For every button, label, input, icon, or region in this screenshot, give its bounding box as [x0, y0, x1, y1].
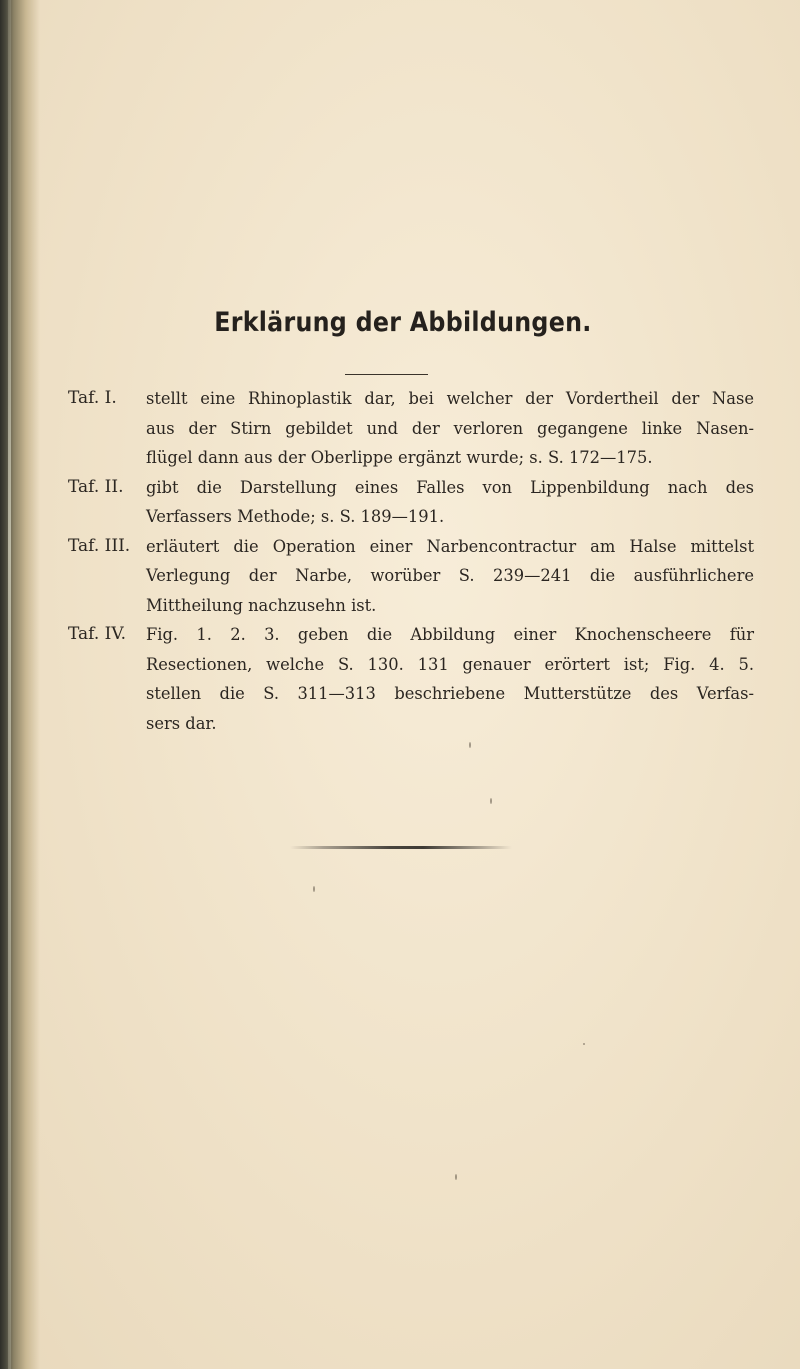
paper-speck	[583, 1043, 585, 1045]
plate-explanations	[68, 384, 768, 738]
plate-description	[146, 384, 754, 473]
plate-description	[146, 473, 754, 532]
plate-description	[146, 620, 754, 738]
plate-label: Taf. II.	[68, 476, 124, 497]
paper-speck	[455, 1174, 457, 1180]
spine-highlight	[8, 0, 11, 1369]
text-line: gibt die Darstellung eines Falles von Lippenbildung nach des	[146, 477, 754, 497]
plate-label: Taf. I.	[68, 388, 117, 408]
text-line: Mittheilung nachzusehn ist.	[146, 595, 377, 615]
text-line: erläutert die Operation einer Narbencontractur am Halse mittelst	[146, 536, 754, 556]
book-spine-shadow	[0, 0, 40, 1369]
plate-description	[146, 532, 754, 621]
text-line: Fig. 1. 2. 3. geben die Abbildung einer Knochenscheere für	[146, 625, 754, 644]
entry-plate-1	[68, 384, 768, 473]
text-line: sers dar.	[146, 713, 217, 733]
paper-speck	[469, 742, 471, 748]
entry-plate-3	[68, 532, 768, 621]
plate-label: Taf. III.	[68, 535, 131, 556]
text-line: stellen die S. 311—313 beschriebene Mutterstütze des Verfas-	[146, 684, 754, 703]
paper-speck	[490, 798, 492, 804]
text-line: aus der Stirn gebildet und der verloren gegangene linke Nasen-	[146, 418, 754, 438]
entry-plate-2	[68, 473, 768, 532]
text-line: Verlegung der Narbe, worüber S. 239—241 die ausführlichere	[146, 566, 754, 585]
plate-label: Taf. IV.	[68, 624, 127, 644]
title-divider	[345, 374, 428, 375]
text-line: Verfassers Methode; s. S. 189—191.	[146, 507, 445, 526]
page-title: Erklärung der Abbildungen.	[214, 307, 592, 338]
text-line: stellt eine Rhinoplastik dar, bei welcher der Vordertheil der Nase	[146, 389, 754, 408]
text-line: flügel dann aus der Oberlippe ergänzt wurde; s. S. 172—175.	[146, 448, 653, 467]
closing-rule	[290, 846, 512, 849]
paper-speck	[313, 886, 315, 892]
entry-plate-4	[68, 620, 768, 738]
text-line: Resectionen, welche S. 130. 131 genauer erörtert ist; Fig. 4. 5.	[146, 654, 754, 674]
